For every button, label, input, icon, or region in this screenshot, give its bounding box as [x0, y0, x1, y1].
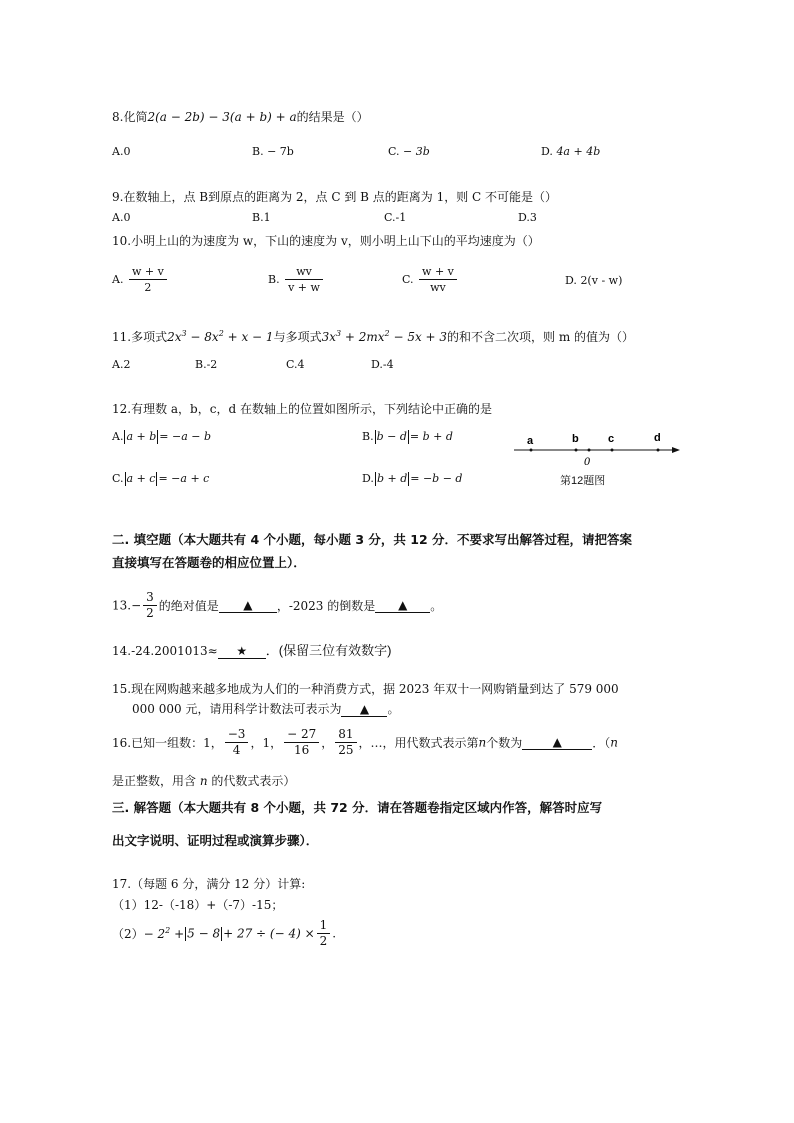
q16-blank[interactable]: ▲	[522, 735, 592, 750]
q15-line1: 15.现在网购越来越多地成为人们的一种消费方式，据 2023 年双十一网购销量到达了 579 000	[112, 682, 619, 696]
q8-prefix: 8.化简	[112, 110, 148, 124]
q11-stem: 11.多项式$2x^3 - 8x^2 + x - 1$与多项式$3x^3 + 2mx^2 - 5x + 3$的和不含二次项，则 m 的值为（）	[112, 329, 635, 344]
q8-option-b: B. − 7b	[252, 145, 294, 158]
section2-heading-line2: 直接填写在答题卷的相应位置上）．	[112, 555, 306, 570]
point-d-label: d	[654, 432, 661, 444]
q14-blank[interactable]: ★	[218, 644, 266, 659]
q10-option-d: D. 2(v - w)	[565, 274, 623, 287]
point-a-label: a	[527, 435, 534, 447]
q10-option-b: B. $\frac{wv}{v + w}$	[268, 264, 325, 295]
q13: 13.− $\frac{3}{2}$ 的绝对值是 ▲ ，-2023 的倒数是 ▲ 。	[112, 590, 443, 620]
q8-stem	[112, 108, 369, 125]
section3-heading-line2: 出文字说明、证明过程或演算步骤）．	[112, 833, 319, 848]
point-b-dot	[575, 449, 578, 452]
figure-caption: 第12题图	[560, 475, 606, 487]
q16: 16.已知一组数：1， $\frac{-3}{4}$ ，1， $\frac{- 27}{16}$ ， $\frac{81}{25}$ ，…，用代数式表示第n个数为 ▲ ．（n	[112, 727, 619, 757]
q11-option-c: C.4	[286, 358, 305, 371]
q13-fraction: $\frac{3}{2}$	[143, 590, 157, 621]
q12-option-c: C. a + c = −a + c	[112, 472, 210, 485]
q13-blank-2[interactable]: ▲	[375, 598, 430, 613]
origin-dot	[588, 449, 591, 452]
q16-fraction-2: $\frac{- 27}{16}$	[284, 727, 319, 758]
q9-option-a: A.0	[112, 211, 131, 224]
q8-suffix: 的结果是（）	[296, 110, 369, 124]
q10-option-c: C. $\frac{w + v}{wv}$	[402, 264, 459, 295]
q16-line2: 是正整数，用含 n 的代数式表示）	[112, 774, 296, 788]
q11-option-b: B.-2	[195, 358, 218, 371]
origin-label: 0	[584, 454, 590, 468]
section2-heading-line1: 二. 填空题（本大题共有 4 个小题，每小题 3 分，共 12 分．不要求写出解答过程，请把答案	[112, 532, 633, 547]
point-d-dot	[657, 449, 660, 452]
q9-option-c: C.-1	[384, 211, 407, 224]
q10-a-fraction: $\frac{w + v}{2}$	[129, 264, 167, 295]
q17-stem: 17.（每题 6 分，满分 12 分）计算:	[112, 877, 306, 891]
section3-heading-line1: 三. 解答题（本大题共有 8 个小题，共 72 分．请在答题卷指定区域内作答，解答时应写	[112, 800, 603, 815]
q9-option-d: D.3	[518, 211, 537, 224]
q16-fraction-3: $\frac{81}{25}$	[335, 727, 356, 758]
q15-blank[interactable]: ▲	[341, 702, 387, 717]
q11-option-a: A.2	[112, 358, 131, 371]
point-c-dot	[611, 449, 614, 452]
number-line-arrow	[672, 447, 680, 453]
q9-stem: 9.在数轴上，点 B到原点的距离为 2，点 C 到 B 点的距离为 1，则 C 不可能是（）	[112, 190, 558, 204]
point-a-dot	[530, 449, 533, 452]
q15-line2: 000 000 元，请用科学计数法可表示为 ▲ 。	[132, 702, 400, 716]
q17-fraction: $\frac{1}{2}$	[317, 918, 331, 949]
point-c-label: c	[608, 433, 615, 445]
q16-fraction-1: $\frac{-3}{4}$	[225, 727, 249, 758]
q14: 14.-24.2001013≈ ★ ．(保留三位有效数字)	[112, 643, 392, 658]
q12-option-d: D. b + d = −b − d	[362, 472, 463, 485]
q8-option-d: D. 4a + 4b	[541, 145, 601, 158]
q8-option-a: A.0	[112, 145, 131, 158]
q10-stem: 10.小明上山的为速度为 w，下山的速度为 v，则小明上山下山的平均速度为（）	[112, 234, 540, 248]
q12-option-b: B. b − d = b + d	[362, 430, 453, 443]
q13-blank-1[interactable]: ▲	[219, 598, 277, 613]
q8-expression: 2(a − 2b) − 3(a + b) + a	[147, 110, 297, 124]
q11-poly2: $3x^3 + 2mx^2 - 5x + 3$	[321, 329, 448, 344]
number-line-figure	[512, 428, 682, 468]
q11-option-d: D.-4	[371, 358, 394, 371]
q10-option-a: A. $\frac{w + v}{2}$	[112, 264, 169, 295]
q8-option-c: C. − 3b	[388, 145, 430, 158]
q11-poly1: $2x^3 - 8x^2 + x - 1$	[167, 329, 274, 344]
q17-part1: （1）12-（-18）+（-7）-15；	[112, 898, 284, 912]
q12-stem: 12.有理数 a，b，c，d 在数轴上的位置如图所示，下列结论中正确的是	[112, 402, 492, 416]
q9-option-b: B.1	[252, 211, 271, 224]
q12-option-a: A. a + b = −a − b	[112, 430, 212, 443]
point-b-label: b	[572, 433, 579, 445]
q17-part2: $(2)- 2^2 + 5 - 8 + 27$ ÷ (− 4) × $\frac{1}{2}$ .	[112, 918, 337, 948]
q10-c-fraction: $\frac{w + v}{wv}$	[419, 264, 457, 295]
q10-b-fraction: $\frac{wv}{v + w}$	[285, 264, 323, 295]
